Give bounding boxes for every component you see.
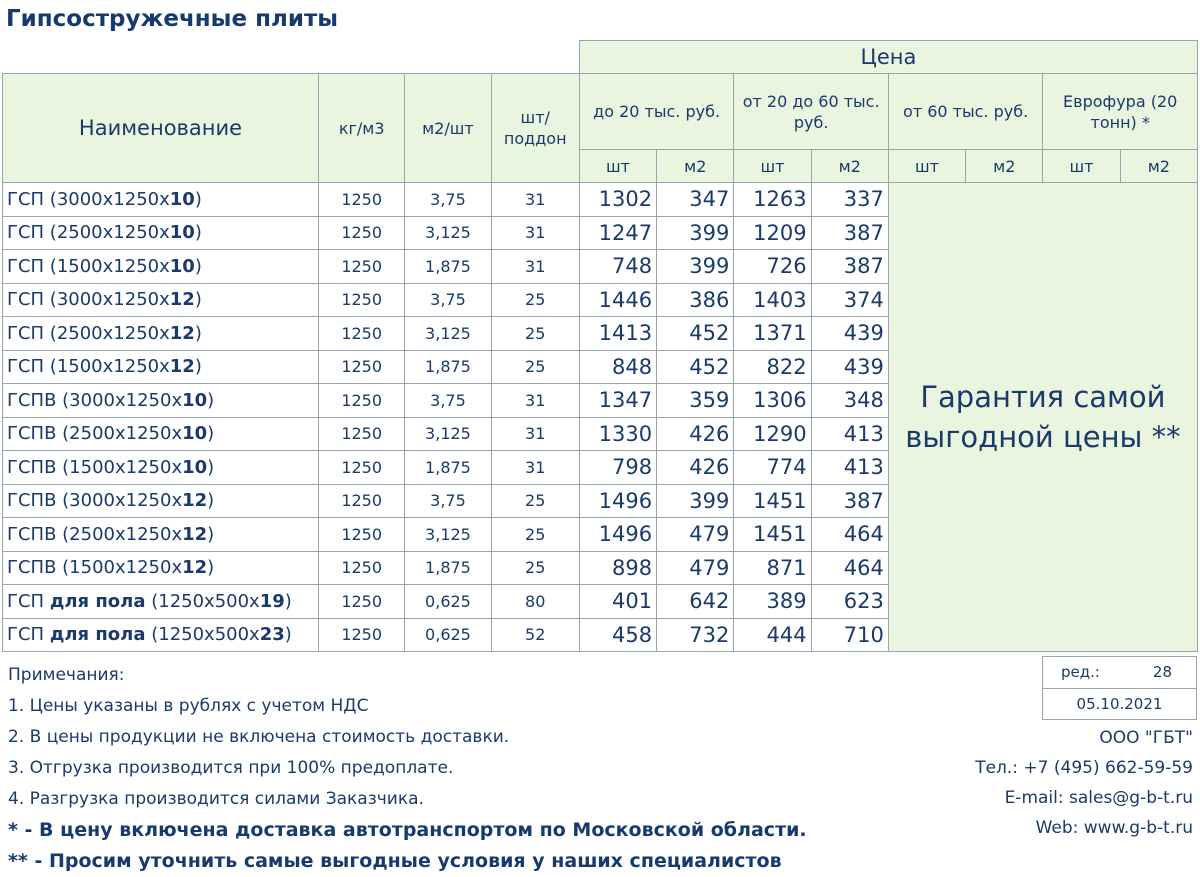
price-tier2-m2: 413: [811, 417, 888, 451]
price-tier1-m2: 479: [657, 551, 734, 585]
product-name: ГСПВ (2500х1250х10): [3, 417, 319, 451]
price-tier2-pcs: 389: [734, 585, 811, 619]
price-tier1-pcs: 1347: [579, 384, 656, 418]
density-cell: 1250: [319, 451, 405, 485]
price-tier1-m2: 399: [657, 250, 734, 284]
price-tier2-pcs: 1290: [734, 417, 811, 451]
price-tier1-m2: 426: [657, 451, 734, 485]
col-area-header: м2/шт: [405, 74, 491, 183]
density-cell: 1250: [319, 551, 405, 585]
col-pallet-header: шт/ поддон: [491, 74, 579, 183]
density-cell: 1250: [319, 417, 405, 451]
price-tier1-m2: 426: [657, 417, 734, 451]
area-cell: 3,75: [405, 484, 491, 518]
pallet-cell: 25: [491, 518, 579, 552]
price-tier1-m2: 399: [657, 484, 734, 518]
price-header: Цена: [579, 41, 1197, 74]
pallet-cell: 25: [491, 317, 579, 351]
density-cell: 1250: [319, 585, 405, 619]
unit-m2-header: м2: [1120, 150, 1197, 183]
area-cell: 0,625: [405, 585, 491, 619]
price-tier2-pcs: 822: [734, 350, 811, 384]
price-tier1-pcs: 1413: [579, 317, 656, 351]
revision-label: ред.:: [1061, 663, 1100, 681]
unit-pcs-header: шт: [1043, 150, 1120, 183]
area-cell: 3,125: [405, 417, 491, 451]
density-cell: 1250: [319, 484, 405, 518]
tier2-header: от 20 до 60 тыс. руб.: [734, 74, 889, 150]
density-cell: 1250: [319, 183, 405, 217]
product-name: ГСП для пола (1250х500х19): [3, 585, 319, 619]
price-tier2-pcs: 871: [734, 551, 811, 585]
area-cell: 3,75: [405, 384, 491, 418]
table-row: [3, 183, 1198, 217]
product-name: ГСПВ (1500х1250х10): [3, 451, 319, 485]
note-4: 4. Разгрузка производится силами Заказчика.: [8, 789, 424, 809]
note-star-2: ** - Просим уточнить самые выгодные условия у наших специалистов: [8, 850, 782, 872]
density-cell: 1250: [319, 518, 405, 552]
area-cell: 1,875: [405, 250, 491, 284]
price-tier2-m2: 413: [811, 451, 888, 485]
pallet-cell: 31: [491, 250, 579, 284]
unit-m2-header: м2: [966, 150, 1043, 183]
unit-m2-header: м2: [811, 150, 888, 183]
pallet-cell: 31: [491, 183, 579, 217]
price-tier2-pcs: 1451: [734, 518, 811, 552]
col-density-header: кг/м3: [319, 74, 405, 183]
product-name: ГСП (3000х1250х10): [3, 183, 319, 217]
contacts-section: [975, 723, 1193, 843]
density-cell: 1250: [319, 618, 405, 652]
price-tier1-pcs: 748: [579, 250, 656, 284]
product-name: ГСПВ (3000х1250х12): [3, 484, 319, 518]
price-tier1-pcs: 1446: [579, 283, 656, 317]
price-tier1-pcs: 1247: [579, 216, 656, 250]
pallet-cell: 31: [491, 417, 579, 451]
density-cell: 1250: [319, 283, 405, 317]
pallet-cell: 80: [491, 585, 579, 619]
price-tier1-m2: 452: [657, 317, 734, 351]
revision-date: 05.10.2021: [1076, 695, 1163, 713]
unit-m2-header: м2: [657, 150, 734, 183]
unit-pcs-header: шт: [888, 150, 965, 183]
pallet-cell: 25: [491, 551, 579, 585]
price-tier1-pcs: 1330: [579, 417, 656, 451]
unit-pcs-header: шт: [579, 150, 656, 183]
price-tier2-pcs: 774: [734, 451, 811, 485]
price-tier1-m2: 479: [657, 518, 734, 552]
product-name: ГСПВ (3000х1250х10): [3, 384, 319, 418]
area-cell: 0,625: [405, 618, 491, 652]
price-tier2-pcs: 1371: [734, 317, 811, 351]
pallet-cell: 25: [491, 283, 579, 317]
note-2: 2. В цены продукции не включена стоимость доставки.: [8, 727, 510, 747]
pallet-cell: 31: [491, 384, 579, 418]
revision-number: 28: [1152, 663, 1172, 681]
product-name: ГСП (1500х1250х12): [3, 350, 319, 384]
note-star-1: * - В цену включена доставка автотранспортом по Московской области.: [8, 819, 807, 841]
price-tier1-pcs: 1302: [579, 183, 656, 217]
tier3-header: от 60 тыс. руб.: [888, 74, 1043, 150]
density-cell: 1250: [319, 317, 405, 351]
notes-title: Примечания:: [8, 665, 125, 685]
product-name: ГСПВ (1500х1250х12): [3, 551, 319, 585]
area-cell: 3,75: [405, 183, 491, 217]
density-cell: 1250: [319, 350, 405, 384]
price-tier2-m2: 387: [811, 250, 888, 284]
density-cell: 1250: [319, 216, 405, 250]
density-cell: 1250: [319, 250, 405, 284]
price-table: [2, 40, 1198, 652]
price-tier1-m2: 347: [657, 183, 734, 217]
area-cell: 3,125: [405, 317, 491, 351]
tier1-header: до 20 тыс. руб.: [579, 74, 734, 150]
price-tier2-m2: 439: [811, 317, 888, 351]
price-tier1-m2: 452: [657, 350, 734, 384]
price-tier2-m2: 439: [811, 350, 888, 384]
website: Web: www.g-b-t.ru: [1035, 818, 1193, 838]
product-name: ГСП (3000х1250х12): [3, 283, 319, 317]
price-tier2-m2: 464: [811, 518, 888, 552]
price-tier1-pcs: 798: [579, 451, 656, 485]
price-tier1-pcs: 458: [579, 618, 656, 652]
price-tier2-pcs: 726: [734, 250, 811, 284]
price-tier2-pcs: 1263: [734, 183, 811, 217]
price-tier2-m2: 464: [811, 551, 888, 585]
price-tier2-m2: 710: [811, 618, 888, 652]
price-tier2-m2: 337: [811, 183, 888, 217]
price-tier2-pcs: 1451: [734, 484, 811, 518]
area-cell: 3,125: [405, 518, 491, 552]
area-cell: 1,875: [405, 551, 491, 585]
price-tier1-m2: 399: [657, 216, 734, 250]
pallet-cell: 31: [491, 216, 579, 250]
product-name: ГСП (2500х1250х12): [3, 317, 319, 351]
price-tier1-pcs: 1496: [579, 518, 656, 552]
density-cell: 1250: [319, 384, 405, 418]
price-tier2-m2: 348: [811, 384, 888, 418]
company-name: ООО "ГБТ": [1099, 728, 1193, 748]
note-1: 1. Цены указаны в рублях с учетом НДС: [8, 696, 369, 716]
area-cell: 1,875: [405, 350, 491, 384]
price-tier2-pcs: 1209: [734, 216, 811, 250]
col-name-header: Наименование: [3, 74, 319, 183]
pallet-cell: 52: [491, 618, 579, 652]
email: E-mail: sales@g-b-t.ru: [1004, 788, 1193, 808]
tier4-header: Еврофура (20 тонн) *: [1043, 74, 1198, 150]
price-tier1-pcs: 1496: [579, 484, 656, 518]
notes-section: [8, 660, 807, 877]
phone: Тел.: +7 (495) 662-59-59: [975, 758, 1193, 778]
pallet-cell: 31: [491, 451, 579, 485]
pallet-cell: 25: [491, 350, 579, 384]
price-tier1-m2: 732: [657, 618, 734, 652]
note-3: 3. Отгрузка производится при 100% предоплате.: [8, 758, 454, 778]
price-tier1-pcs: 401: [579, 585, 656, 619]
area-cell: 3,125: [405, 216, 491, 250]
area-cell: 3,75: [405, 283, 491, 317]
price-tier2-pcs: 444: [734, 618, 811, 652]
area-cell: 1,875: [405, 451, 491, 485]
pallet-cell: 25: [491, 484, 579, 518]
price-tier2-m2: 387: [811, 216, 888, 250]
price-tier2-m2: 623: [811, 585, 888, 619]
revision-box: [1042, 656, 1197, 720]
price-tier1-m2: 359: [657, 384, 734, 418]
price-tier2-pcs: 1403: [734, 283, 811, 317]
price-tier1-m2: 386: [657, 283, 734, 317]
unit-pcs-header: шт: [734, 150, 811, 183]
product-name: ГСПВ (2500х1250х12): [3, 518, 319, 552]
product-name: ГСП для пола (1250х500х23): [3, 618, 319, 652]
price-tier2-pcs: 1306: [734, 384, 811, 418]
guarantee-cell: Гарантия самой выгодной цены **: [888, 183, 1197, 652]
page-title: Гипсостружечные плиты: [6, 6, 339, 32]
price-tier2-m2: 374: [811, 283, 888, 317]
price-tier2-m2: 387: [811, 484, 888, 518]
product-name: ГСП (2500х1250х10): [3, 216, 319, 250]
product-name: ГСП (1500х1250х10): [3, 250, 319, 284]
price-tier1-m2: 642: [657, 585, 734, 619]
price-tier1-pcs: 898: [579, 551, 656, 585]
price-tier1-pcs: 848: [579, 350, 656, 384]
